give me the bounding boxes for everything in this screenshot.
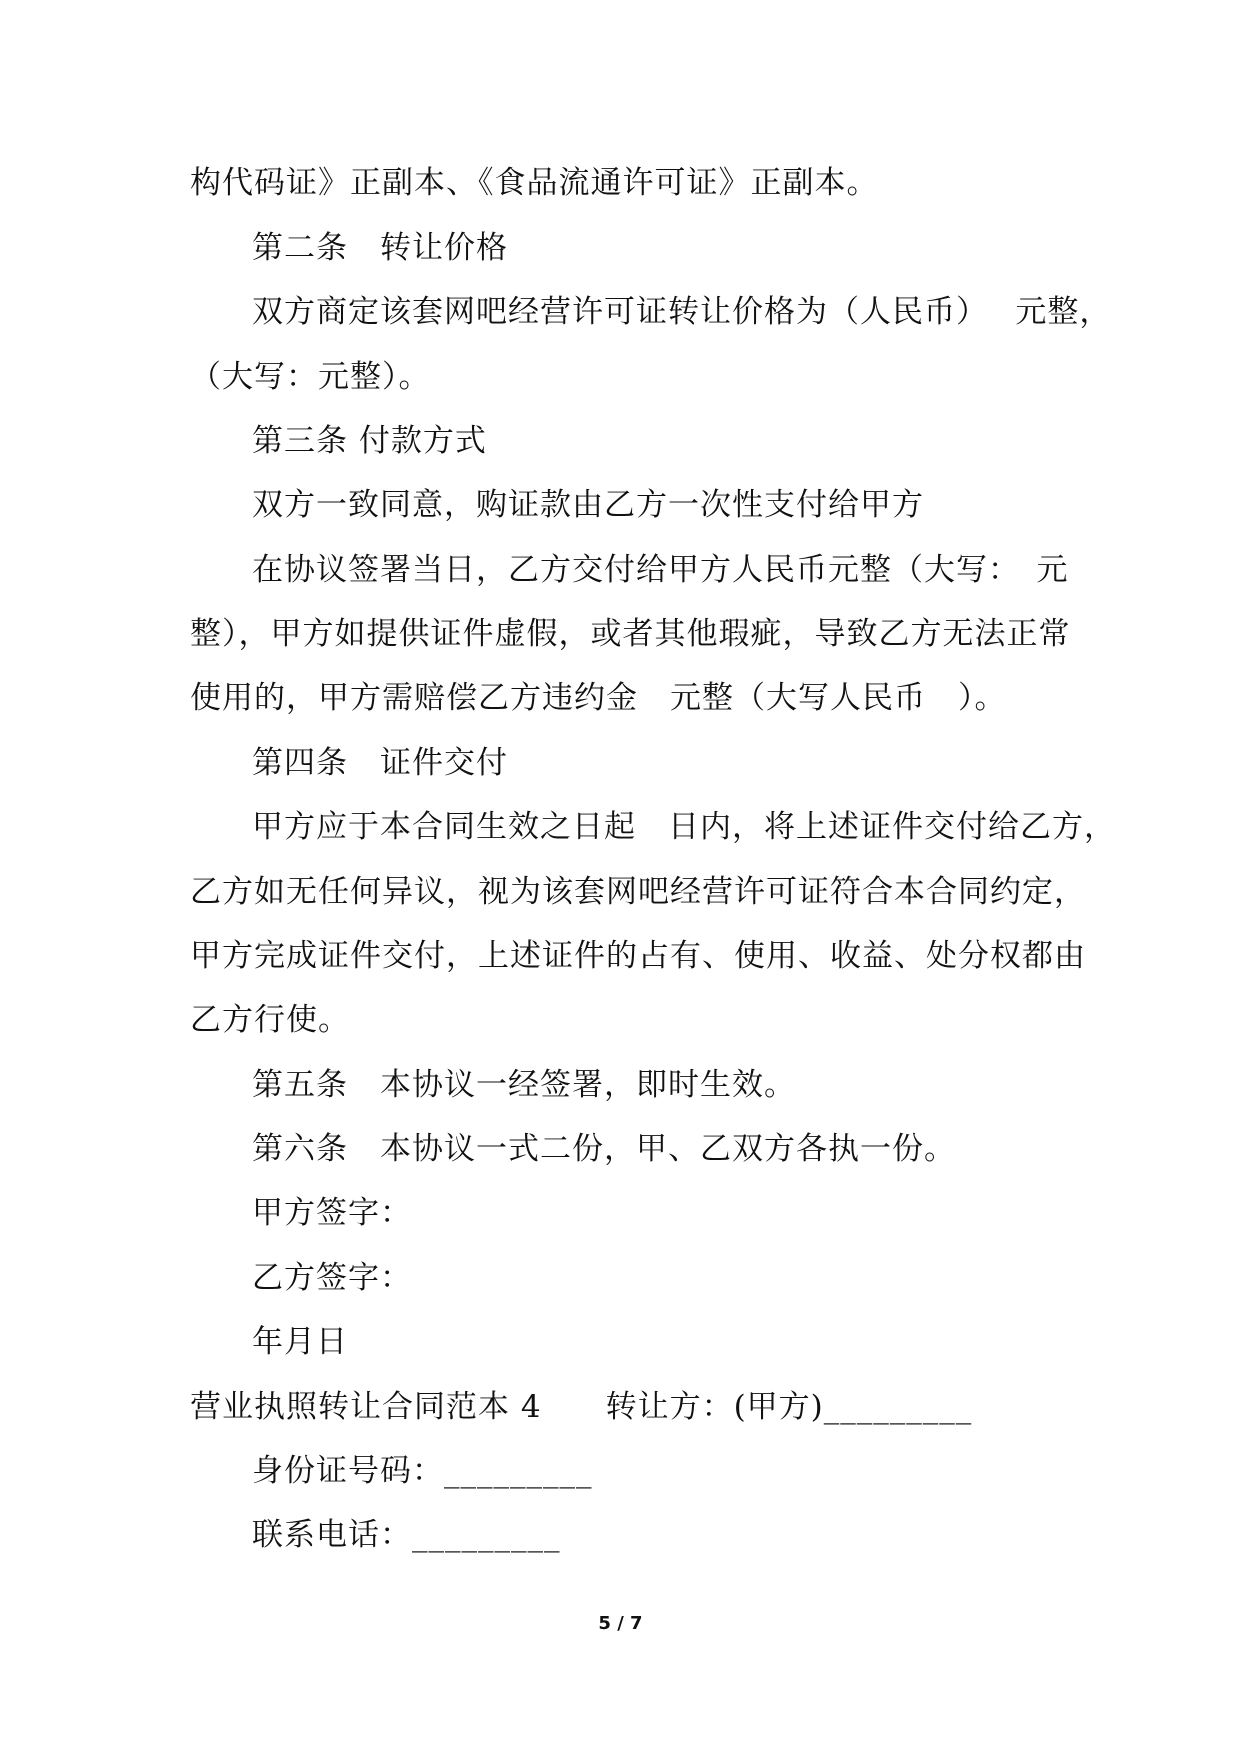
paragraph-line: 乙方如无任何异议，视为该套网吧经营许可证符合本合同约定， — [190, 874, 1086, 910]
paragraph-line: 双方商定该套网吧经营许可证转让价格为（人民币） 元整， — [252, 294, 1112, 330]
article-heading: 第六条 本协议一式二份，甲、乙双方各执一份。 — [252, 1131, 956, 1167]
paragraph-line: 甲方应于本合同生效之日起 日内，将上述证件交付给乙方， — [252, 809, 1116, 845]
signature-line-party-a: 甲方签字： — [252, 1195, 412, 1231]
article-heading: 第四条 证件交付 — [252, 745, 508, 781]
paragraph-line: 整），甲方如提供证件虚假，或者其他瑕疵，导致乙方无法正常 — [190, 616, 1071, 652]
paragraph-line: 使用的，甲方需赔偿乙方违约金 元整（大写人民币 ）。 — [190, 680, 1007, 716]
paragraph-line: 双方一致同意，购证款由乙方一次性支付给甲方 — [252, 487, 924, 523]
paragraph-line: 构代码证》正副本、《食品流通许可证》正副本。 — [190, 165, 879, 201]
id-number-line: 身份证号码：_________ — [252, 1453, 593, 1489]
article-heading: 第三条 付款方式 — [252, 423, 487, 459]
phone-line: 联系电话：_________ — [252, 1517, 561, 1553]
paragraph-line: （大写：元整）。 — [190, 359, 431, 395]
contract-section-title: 营业执照转让合同范本 4 转让方：(甲方)_________ — [190, 1389, 973, 1425]
paragraph-line: 甲方完成证件交付，上述证件的占有、使用、收益、处分权都由 — [190, 938, 1086, 974]
signature-line-party-b: 乙方签字： — [252, 1260, 412, 1296]
article-heading: 第五条 本协议一经签署，即时生效。 — [252, 1067, 796, 1103]
date-line: 年月日 — [252, 1324, 348, 1360]
page-number: 5 / 7 — [598, 1613, 643, 1634]
paragraph-line: 在协议签署当日，乙方交付给甲方人民币元整（大写： 元 — [252, 552, 1069, 588]
paragraph-line: 乙方行使。 — [190, 1002, 350, 1038]
article-heading: 第二条 转让价格 — [252, 230, 508, 266]
